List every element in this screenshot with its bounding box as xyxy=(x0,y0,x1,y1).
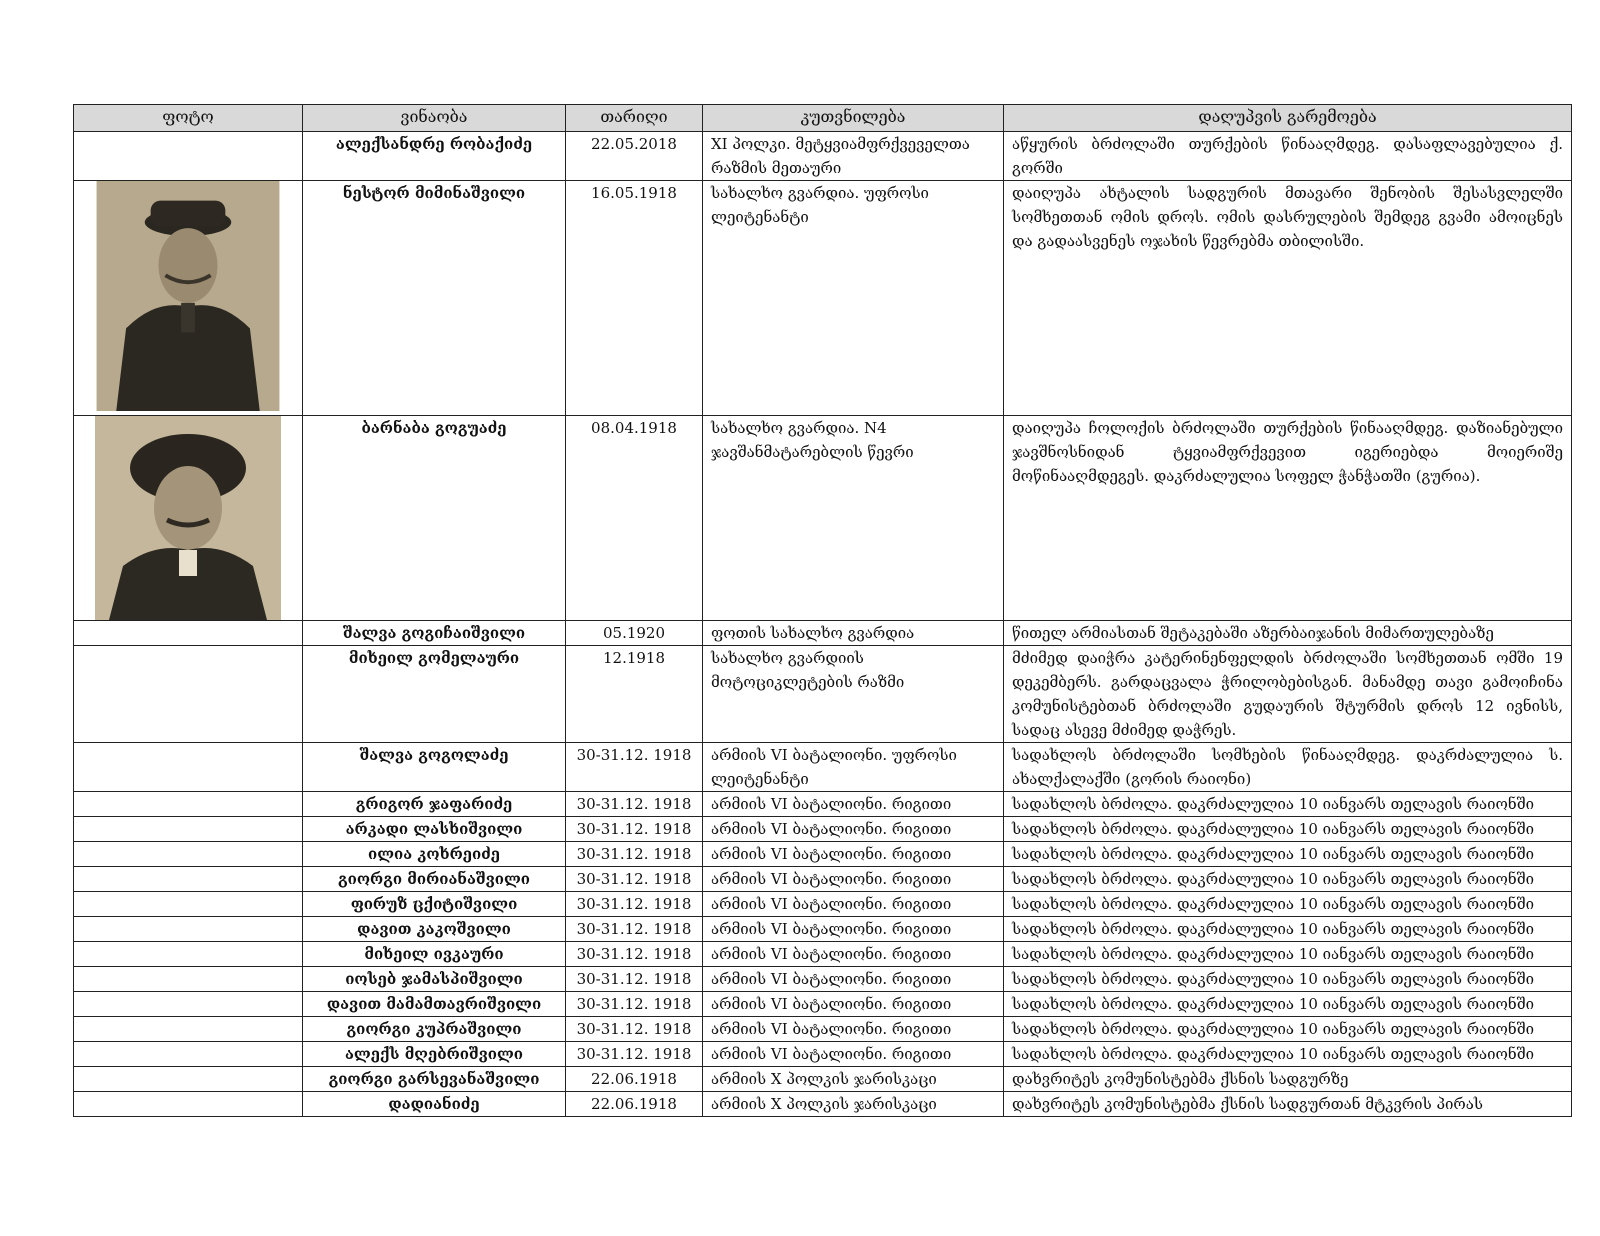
table-row xyxy=(74,621,1572,646)
name-cell: გიორგი კუპრაშვილი xyxy=(303,1017,566,1042)
unit-cell: არმიის X პოლკის ჯარისკაცი xyxy=(703,1067,1004,1092)
photo-cell xyxy=(74,942,303,967)
date-cell: 12.1918 xyxy=(566,646,703,743)
header-unit: კუთვნილება xyxy=(703,105,1004,132)
photo-cell xyxy=(74,646,303,743)
table-row xyxy=(74,792,1572,817)
circumstances-cell: სადახლოს ბრძოლა. დაკრძალულია 10 იანვარს თელავის რაიონში xyxy=(1004,867,1572,892)
name-cell: გიორგი მირიანაშვილი xyxy=(303,867,566,892)
table-row xyxy=(74,942,1572,967)
circumstances-cell: სადახლოს ბრძოლა. დაკრძალულია 10 იანვარს თელავის რაიონში xyxy=(1004,917,1572,942)
name-cell: მიხეილ გომელაური xyxy=(303,646,566,743)
table-row xyxy=(74,967,1572,992)
date-cell: 30-31.12. 1918 xyxy=(566,792,703,817)
photo-cell xyxy=(74,967,303,992)
circumstances-cell: აწყურის ბრძოლაში თურქების წინააღმდეგ. დასაფლავებულია ქ. გორში xyxy=(1004,132,1572,181)
unit-cell: არმიის VI ბატალიონი. უფროსი ლეიტენანტი xyxy=(703,743,1004,792)
header-photo: ფოტო xyxy=(74,105,303,132)
portrait-curly-hair xyxy=(95,416,281,620)
photo-cell xyxy=(74,842,303,867)
unit-cell: არმიის VI ბატალიონი. რიგითი xyxy=(703,967,1004,992)
name-cell: ილია კოხრეიძე xyxy=(303,842,566,867)
circumstances-cell: სადახლოს ბრძოლა. დაკრძალულია 10 იანვარს თელავის რაიონში xyxy=(1004,892,1572,917)
unit-cell: ფოთის სახალხო გვარდია xyxy=(703,621,1004,646)
name-cell: გრიგორ ჯაფარიძე xyxy=(303,792,566,817)
table-row xyxy=(74,1067,1572,1092)
date-cell: 30-31.12. 1918 xyxy=(566,1017,703,1042)
table-row xyxy=(74,892,1572,917)
photo-cell xyxy=(74,181,303,416)
photo-cell xyxy=(74,1042,303,1067)
circumstances-cell: სადახლოს ბრძოლა. დაკრძალულია 10 იანვარს თელავის რაიონში xyxy=(1004,942,1572,967)
name-cell: გიორგი გარსევანაშვილი xyxy=(303,1067,566,1092)
photo-cell xyxy=(74,416,303,621)
date-cell: 08.04.1918 xyxy=(566,416,703,621)
name-cell: ალექს მღებრიშვილი xyxy=(303,1042,566,1067)
table-row xyxy=(74,416,1572,621)
header-name: ვინაობა xyxy=(303,105,566,132)
circumstances-cell: სადახლოს ბრძოლა. დაკრძალულია 10 იანვარს თელავის რაიონში xyxy=(1004,817,1572,842)
name-cell: ბარნაბა გოგუაძე xyxy=(303,416,566,621)
unit-cell: არმიის VI ბატალიონი. რიგითი xyxy=(703,792,1004,817)
name-cell: ფირუზ ცქიტიშვილი xyxy=(303,892,566,917)
name-cell: დადიანიძე xyxy=(303,1092,566,1117)
header-row xyxy=(74,105,1572,132)
unit-cell: სახალხო გვარდია. უფროსი ლეიტენანტი xyxy=(703,181,1004,416)
table-row xyxy=(74,992,1572,1017)
casualty-table xyxy=(73,104,1572,1117)
date-cell: 30-31.12. 1918 xyxy=(566,917,703,942)
date-cell: 30-31.12. 1918 xyxy=(566,867,703,892)
circumstances-cell: სადახლოს ბრძოლაში სომხების წინააღმდეგ. დაკრძალულია ს. ახალქალაქში (გორის რაიონი) xyxy=(1004,743,1572,792)
photo-cell xyxy=(74,867,303,892)
circumstances-cell: წითელ არმიასთან შეტაკებაში აზერბაიჯანის მიმართულებაზე xyxy=(1004,621,1572,646)
photo-cell xyxy=(74,917,303,942)
unit-cell: არმიის VI ბატალიონი. რიგითი xyxy=(703,992,1004,1017)
photo-cell xyxy=(74,892,303,917)
photo-cell xyxy=(74,743,303,792)
name-cell: შალვა გოგიჩაიშვილი xyxy=(303,621,566,646)
name-cell: ალექსანდრე რობაქიძე xyxy=(303,132,566,181)
portrait-officer-cap xyxy=(95,181,281,411)
name-cell: იოსებ ჯამასპიშვილი xyxy=(303,967,566,992)
circumstances-cell: სადახლოს ბრძოლა. დაკრძალულია 10 იანვარს თელავის რაიონში xyxy=(1004,842,1572,867)
name-cell: შალვა გოგოლაძე xyxy=(303,743,566,792)
circumstances-cell: სადახლოს ბრძოლა. დაკრძალულია 10 იანვარს თელავის რაიონში xyxy=(1004,967,1572,992)
date-cell: 30-31.12. 1918 xyxy=(566,892,703,917)
name-cell: არკადი ლასხიშვილი xyxy=(303,817,566,842)
circumstances-cell: დახვრიტეს კომუნისტებმა ქსნის სადგურთან მტკვრის პირას xyxy=(1004,1092,1572,1117)
unit-cell: არმიის VI ბატალიონი. რიგითი xyxy=(703,842,1004,867)
table-row xyxy=(74,132,1572,181)
table-row xyxy=(74,1017,1572,1042)
name-cell: მიხეილ ივკაური xyxy=(303,942,566,967)
table-row xyxy=(74,1092,1572,1117)
circumstances-cell: მძიმედ დაიჭრა კატერინენფელდის ბრძოლაში სომხეთთან ომში 19 დეკემბერს. გარდაცვალა ჭრილობებისგან. მანამდე თავი გამოიჩინა კომუნისტებთან ბრძოლაში გუდაურის შტურმის დროს 12 ივნისს, სადაც ასევე მძიმედ დაჭრეს. xyxy=(1004,646,1572,743)
unit-cell: XI პოლკი. მეტყვიამფრქვეველთა რაზმის მეთაური xyxy=(703,132,1004,181)
photo-cell xyxy=(74,992,303,1017)
date-cell: 30-31.12. 1918 xyxy=(566,1042,703,1067)
date-cell: 22.06.1918 xyxy=(566,1092,703,1117)
name-cell: დავით მამამთავრიშვილი xyxy=(303,992,566,1017)
photo-cell xyxy=(74,132,303,181)
circumstances-cell: სადახლოს ბრძოლა. დაკრძალულია 10 იანვარს თელავის რაიონში xyxy=(1004,992,1572,1017)
circumstances-cell: დაიღუპა ჩოლოქის ბრძოლაში თურქების წინააღმდეგ. დაზიანებული ჯავშნოსნიდან ტყვიამფრქვევით იგერიებდა მოიერიშე მოწინააღმდეგეს. დაკრძალულია სოფელ ჭანჭათში (გურია). xyxy=(1004,416,1572,621)
photo-cell xyxy=(74,792,303,817)
date-cell: 30-31.12. 1918 xyxy=(566,992,703,1017)
date-cell: 05.1920 xyxy=(566,621,703,646)
unit-cell: არმიის VI ბატალიონი. რიგითი xyxy=(703,817,1004,842)
date-cell: 30-31.12. 1918 xyxy=(566,817,703,842)
unit-cell: არმიის VI ბატალიონი. რიგითი xyxy=(703,867,1004,892)
circumstances-cell: დახვრიტეს კომუნისტებმა ქსნის სადგურზე xyxy=(1004,1067,1572,1092)
date-cell: 30-31.12. 1918 xyxy=(566,842,703,867)
unit-cell: არმიის VI ბატალიონი. რიგითი xyxy=(703,942,1004,967)
unit-cell: არმიის VI ბატალიონი. რიგითი xyxy=(703,1017,1004,1042)
table-row xyxy=(74,917,1572,942)
date-cell: 22.06.1918 xyxy=(566,1067,703,1092)
circumstances-cell: დაიღუპა ახტალის სადგურის მთავარი შენობის შესასვლელში სომხეთთან ომის დროს. ომის დასრულების შემდეგ გვამი ამოიცნეს და გადაასვენეს ოჯახის წევრებმა თბილისში. xyxy=(1004,181,1572,416)
table-row xyxy=(74,646,1572,743)
photo-cell xyxy=(74,621,303,646)
unit-cell: არმიის VI ბატალიონი. რიგითი xyxy=(703,892,1004,917)
date-cell: 16.05.1918 xyxy=(566,181,703,416)
table-row xyxy=(74,181,1572,416)
table-row xyxy=(74,743,1572,792)
unit-cell: არმიის X პოლკის ჯარისკაცი xyxy=(703,1092,1004,1117)
name-cell: დავით კაკოშვილი xyxy=(303,917,566,942)
table-row xyxy=(74,1042,1572,1067)
table-row xyxy=(74,842,1572,867)
date-cell: 30-31.12. 1918 xyxy=(566,967,703,992)
photo-cell xyxy=(74,1017,303,1042)
photo-cell xyxy=(74,1067,303,1092)
photo-cell xyxy=(74,1092,303,1117)
unit-cell: სახალხო გვარდია. N4 ჯავშანმატარებლის წევრი xyxy=(703,416,1004,621)
circumstances-cell: სადახლოს ბრძოლა. დაკრძალულია 10 იანვარს თელავის რაიონში xyxy=(1004,1042,1572,1067)
date-cell: 22.05.2018 xyxy=(566,132,703,181)
unit-cell: სახალხო გვარდიის მოტოციკლეტების რაზმი xyxy=(703,646,1004,743)
circumstances-cell: სადახლოს ბრძოლა. დაკრძალულია 10 იანვარს თელავის რაიონში xyxy=(1004,792,1572,817)
header-date: თარიღი xyxy=(566,105,703,132)
photo-cell xyxy=(74,817,303,842)
unit-cell: არმიის VI ბატალიონი. რიგითი xyxy=(703,917,1004,942)
date-cell: 30-31.12. 1918 xyxy=(566,942,703,967)
unit-cell: არმიის VI ბატალიონი. რიგითი xyxy=(703,1042,1004,1067)
circumstances-cell: სადახლოს ბრძოლა. დაკრძალულია 10 იანვარს თელავის რაიონში xyxy=(1004,1017,1572,1042)
name-cell: ნესტორ მიმინაშვილი xyxy=(303,181,566,416)
table-row xyxy=(74,817,1572,842)
header-circumstances: დაღუპვის გარემოება xyxy=(1004,105,1572,132)
date-cell: 30-31.12. 1918 xyxy=(566,743,703,792)
table-row xyxy=(74,867,1572,892)
